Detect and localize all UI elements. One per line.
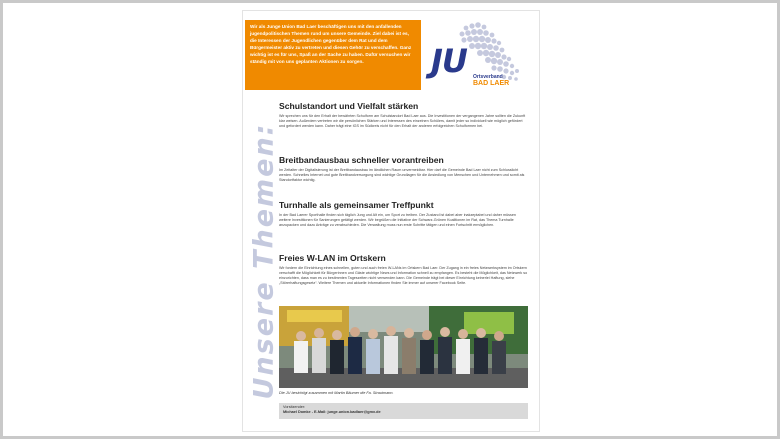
logo-place: BAD LAER [473, 80, 510, 87]
footer-label: Vorsitzender: [283, 405, 306, 409]
footer-box [279, 403, 528, 419]
group-photo-illustration [279, 306, 528, 388]
section-heading: Freies W-LAN im Ortskern [279, 253, 386, 263]
section-gym [279, 200, 528, 228]
logo-mark: JU [431, 42, 467, 80]
section-heading: Breitbandausbau schneller vorantreiben [279, 155, 444, 165]
section-broadband [279, 155, 528, 183]
footer-contact: Michael Domke - E-Mail: junge.union.badlaer@gmx.de [283, 410, 381, 415]
section-school [279, 101, 528, 129]
side-title-text: Unsere Themen: [249, 122, 279, 399]
section-body: Im Zeitalter der Digitalisierung ist der Breitbandausbau im ländlichen Raum unvermeidbar. Hier darf die Gemeinde Bad Laer nicht zum Schlusslicht werden. Schnelles Internet und gute Breitbandversorgung sind wichtige Grundlagen für die Ansiedlung von Menschen und Unternehmen und somit als Standortfaktor wichtig. [279, 168, 525, 183]
section-heading: Turnhalle als gemeinsamer Treffpunkt [279, 200, 434, 210]
section-wlan [279, 253, 528, 286]
section-heading: Schulstandort und Vielfalt stärken [279, 101, 419, 111]
group-photo [279, 306, 528, 388]
intro-box [245, 20, 421, 90]
intro-text: Wir als Junge Union Bad Laer beschäftigen uns mit den anfallenden jugendpolitischen Themen rund um unsere Gemeinde. Ziel dabei ist es, die Interessen der Jugendlichen gegenüber dem Rat und dem Bürgermeister aktiv zu vertreten und diesen Gehör zu verschaffen. Ganz wichtig ist es für uns, Spaß an der Sache zu haben. Dafür versuchen wir ständig mit von uns geplanten Aktionen zu sorgen. [250, 24, 412, 65]
logo-subtitle: Ortsverband [473, 74, 503, 80]
section-body: Wir fordern die Einrichtung eines schnellen, guten und auch freien W-LANs im Ortskern Bad Laer. Der Zugang in ein freies Netzwerksystem im Ortskern verschafft die Möglichkeit für Bürgerinnen und Gäste wichtige News und Information schnell zu empfangen. Es besteht die Möglichkeit, das Netzwerk so einzurichten, dass man es zu bestimmten Tageszeiten nicht verwenden kann. Die Gemeinde trägt bei dieser Einrichtung keinerlei Haftung, siehe „Störerhaftungsgesetz“. Weitere Themen und aktuelle Informationen finden Sie immer auf unserer Facebook Seite. [279, 266, 528, 286]
section-body: Wir sprechen uns für den Erhalt der bewährten Schulform am Schulstandort Bad Laer aus. Die Investitionen der vergangenen Jahre sollten die Zukunft klar weisen. Außerdem vertreten wir die persönlichen Stärken und Interessen des einzelnen Schülers, damit jeder so individuell wie möglich gefördert und gefordert werden kann. Daher trägt eine IGS im Südkreis nicht für den Erhalt der anderen erfolgreichen Schulformen bei. [279, 114, 526, 129]
photo-caption: Die JU besichtigt zusammen mit Martin Bäumer die Fa. Strautmann. [279, 391, 394, 395]
ju-logo [428, 20, 528, 92]
side-title [249, 98, 279, 423]
section-body: In der Bad Laerer Sporthalle finden sich täglich Jung und Alt ein, um Sport zu treiben. Der Zustand ist dabei aber inakzeptabel und daher müssen weitere Investitionen für Sanierungen getätigt werden. Wir begrüßen die Initiative der Schwarz-Grünen Koalitionen im Rat, das Thema Turnhalle anzupacken und dazu Anträge zu verabschieden. Die Verwaltung muss nun erste Schritte tätigen und einen Fortschritt ermöglichen. [279, 213, 516, 228]
